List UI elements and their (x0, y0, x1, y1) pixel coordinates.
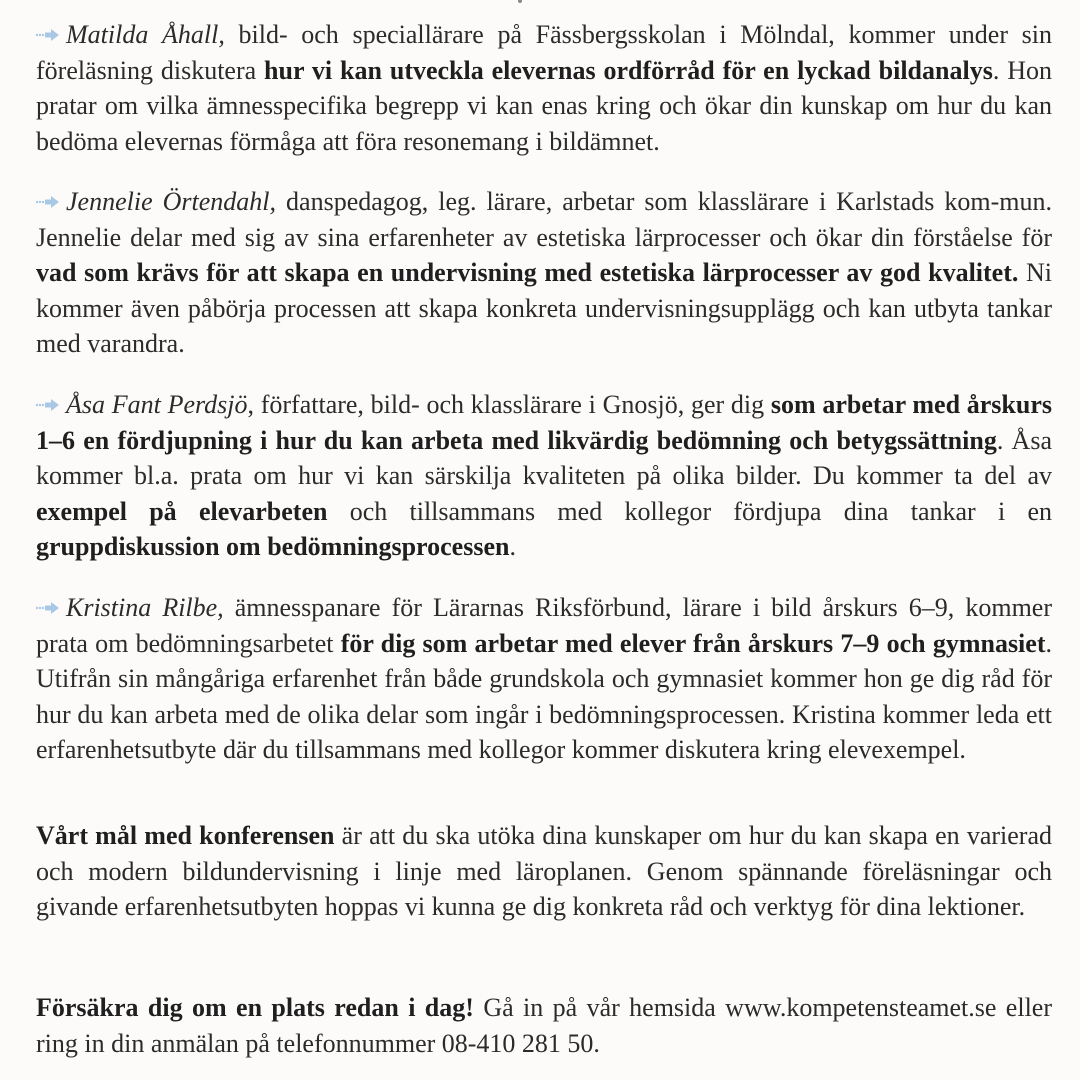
text-run: Gå in på vår hemsida www.kompetensteamet.se eller ring in din anmälan på telefonnummer 08-410 281 50. (36, 993, 1052, 1058)
speaker-name: Åsa Fant Perdsjö (66, 390, 248, 419)
text-run: . Hon pratar om vilka ämnesspecifika begrepp vi kan enas kring och ökar din kunskap om hur du kan bedöma elevernas förmåga att föra resonemang i bildämnet. (36, 55, 1052, 156)
call-to-action-paragraph (36, 990, 1052, 1061)
speaker-paragraph-matilda (36, 17, 1052, 159)
text-run: danspedagog, leg. lärare, arbetar som klasslärare i Karlstads kom-mun. Jennelie delar med sig av sina erfarenheter av estetiska lärprocesser och ökar din förståelse för (36, 187, 1052, 252)
speaker-paragraph-jennelie (36, 184, 1052, 362)
text-run: bild- och speciallärare på Fässbergsskolan i Mölndal, kommer under sin föreläsning diskutera (36, 20, 1052, 85)
speaker-name: Kristina Rilbe, (66, 593, 224, 622)
text-run: är att du ska utöka dina kunskaper om hur du kan skapa en varierad och modern bildundervisning i linje med läroplanen. Genom spännande föreläsningar och givande erfarenhetsutbyten hoppas vi kunna ge dig konkreta råd och verktyg för dina lektioner. (36, 821, 1052, 922)
bold-text-run: exempel på elevarbeten (36, 496, 328, 526)
text-run: . Utifrån sin mångåriga erfarenhet från både grundskola och gymnasiet kommer hon ge dig råd för hur du kan arbeta med de olika delar som ingår i bedömningsprocessen. Kristina kommer leda ett erfarenhetsutbyte där du tillsammans med kollegor kommer diskutera kring elevexempel. (36, 628, 1052, 765)
speaker-name: Jennelie Örtendahl, (66, 187, 277, 216)
top-crop-mark (518, 0, 522, 3)
bold-text-run: hur vi kan utveckla elevernas ordförråd för en lyckad bildanalys (264, 55, 993, 85)
speaker-paragraph-kristina (36, 590, 1052, 768)
text-run: och tillsammans med kollegor fördjupa dina tankar i en (327, 496, 1052, 526)
arrow-bullet-icon (36, 195, 60, 209)
bold-text-run: som arbetar med årskurs 1–6 en fördjupning i hur du kan arbeta med likvärdig bedömning och betygssättning (36, 390, 1052, 455)
bold-text-run: Vårt mål med konferensen (36, 821, 335, 850)
bold-text-run: Försäkra dig om en plats redan i dag! (36, 993, 474, 1022)
bold-text-run: gruppdiskussion om bedömningsprocessen (36, 532, 510, 562)
bold-text-run: för dig som arbetar med elever från årskurs 7–9 och gymnasiet (340, 628, 1046, 658)
conference-goal-paragraph (36, 818, 1052, 925)
bold-text-run: vad som krävs för att skapa en undervisning med estetiska lärprocesser av god kvalitet. (36, 258, 1019, 288)
arrow-bullet-icon (36, 601, 60, 615)
speaker-name: Matilda Åhall, (66, 20, 225, 49)
text-run: . Åsa kommer bl.a. prata om hur vi kan särskilja kvaliteten på olika bilder. Du kommer ta del av (36, 425, 1052, 491)
text-run: ämnesspanare för Lärarnas Riksförbund, lärare i bild årskurs 6–9, kommer prata om bedömningsarbetet (36, 593, 1052, 658)
speaker-paragraph-asa (36, 387, 1052, 565)
text-run: , författare, bild- och klasslärare i Gnosjö, ger dig (247, 390, 771, 419)
arrow-bullet-icon (36, 28, 60, 42)
text-run: . (509, 532, 516, 562)
text-run: Ni kommer även påbörja processen att skapa konkreta undervisningsupplägg och kan utbyta tankar med varandra. (36, 258, 1052, 359)
arrow-bullet-icon (36, 398, 60, 412)
